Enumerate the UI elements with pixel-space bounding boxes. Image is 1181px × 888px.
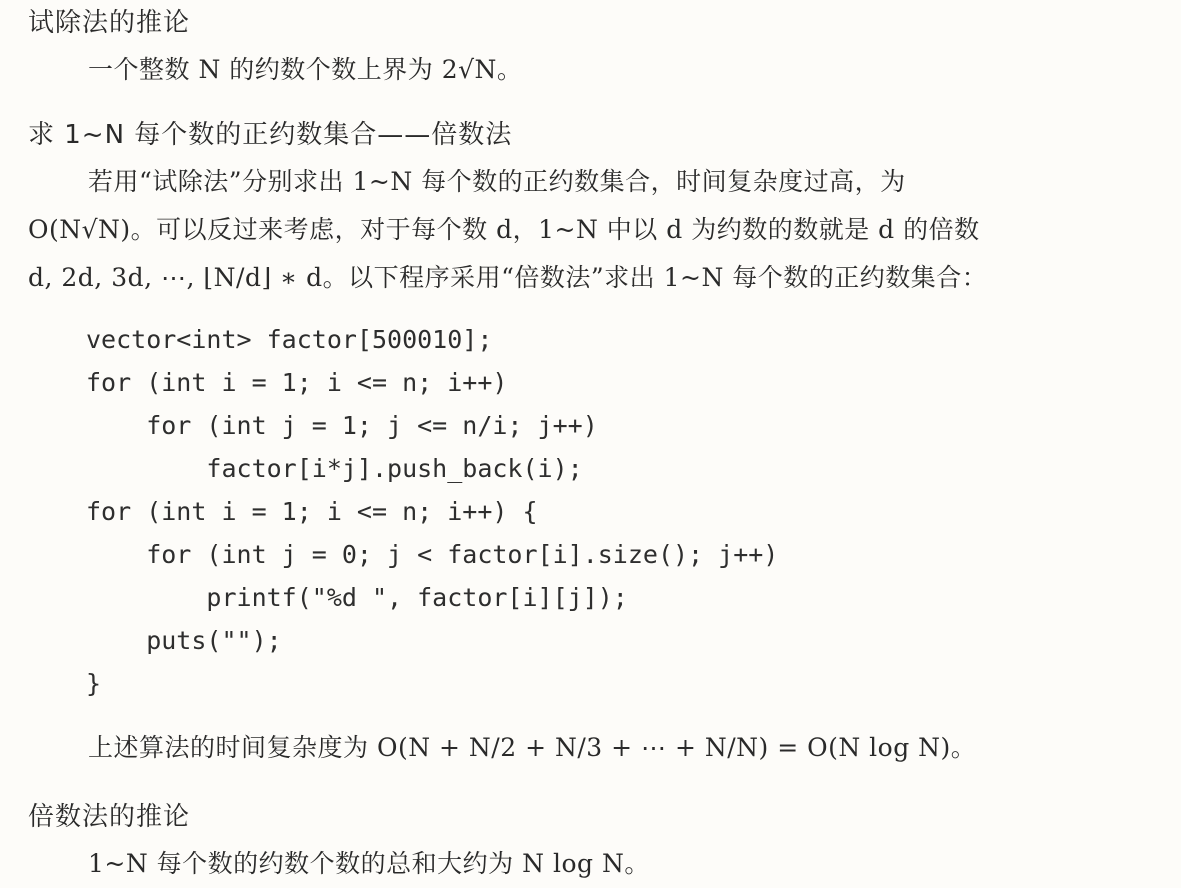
paragraph-line-3: d, 2d, 3d, ⋯, ⌊N/d⌋ ∗ d。以下程序采用“倍数法”求出 1~N 每个数的正约数集合： (28, 263, 988, 292)
code-line: } (86, 669, 102, 698)
code-line: for (int i = 1; i <= n; i++) { (86, 497, 538, 526)
code-line: vector<int> factor[500010]; (86, 325, 493, 354)
complexity-text: 上述算法的时间复杂度为 O(N + N/2 + N/3 + ⋯ + N/N) = O(N log N)。 (88, 733, 977, 762)
code-line: for (int j = 0; j < factor[i].size(); j++) (86, 540, 779, 569)
heading-trial-division-corollary: 试除法的推论 (28, 8, 191, 38)
code-block (86, 318, 778, 705)
code-line: for (int i = 1; i <= n; i++) (86, 368, 508, 397)
code-line: puts(""); (86, 626, 282, 655)
divisor-sum-text: 1~N 每个数的约数个数的总和大约为 N log N。 (88, 849, 650, 878)
code-line: printf("%d ", factor[i][j]); (86, 583, 628, 612)
heading-multiple-method-corollary: 倍数法的推论 (28, 802, 191, 832)
paragraph-line-1: 若用“试除法”分别求出 1~N 每个数的正约数集合，时间复杂度过高，为 (88, 167, 906, 196)
code-line: for (int j = 1; j <= n/i; j++) (86, 411, 598, 440)
paragraph-line-2: O(N√N)。可以反过来考虑，对于每个数 d，1~N 中以 d 为约数的数就是 d 的倍数 (28, 215, 980, 244)
heading-multiple-method: 求 1~N 每个数的正约数集合——倍数法 (28, 120, 513, 150)
code-line: factor[i*j].push_back(i); (86, 454, 583, 483)
divisor-count-bound-text: 一个整数 N 的约数个数上界为 2√N。 (88, 55, 523, 84)
